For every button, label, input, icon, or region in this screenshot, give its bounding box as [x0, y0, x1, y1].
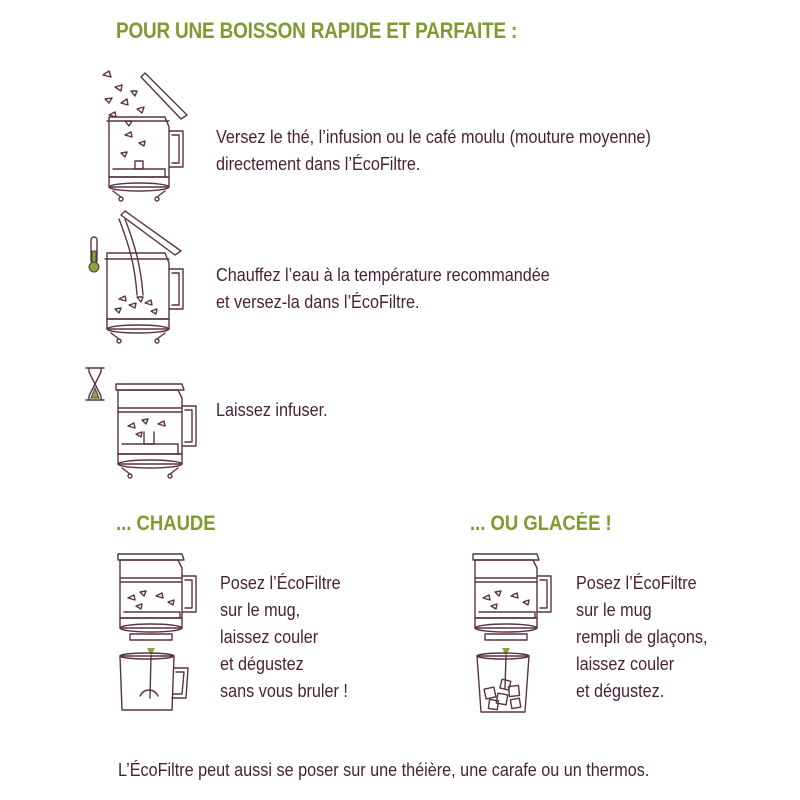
hot-line: sur le mug,	[220, 600, 301, 620]
iced-line: et dégustez.	[576, 681, 665, 701]
iced-line: rempli de glaçons,	[576, 627, 708, 647]
step3-line: Laissez infuser.	[216, 400, 328, 420]
step1-illustration	[95, 65, 205, 210]
step1-line: directement dans l’ÉcoFiltre.	[216, 154, 421, 174]
hot-line: sans vous bruler !	[220, 681, 348, 701]
hot-line: laissez couler	[220, 627, 319, 647]
iced-line: Posez l’ÉcoFiltre	[576, 573, 697, 593]
step2-line: Chauffez l’eau à la température recommandée	[216, 265, 550, 285]
filter-on-iced-glass-icon	[465, 548, 565, 718]
step3-text	[216, 397, 328, 424]
iced-text	[576, 570, 707, 705]
step2-line: et versez-la dans l’ÉcoFiltre.	[216, 292, 420, 312]
iced-heading: ... OU GLACÉE !	[470, 512, 612, 535]
thermometer-pour-icon	[85, 205, 205, 355]
filter-open-lid-icon	[95, 65, 205, 210]
step1-text	[216, 124, 651, 178]
footer-note: L’ÉcoFiltre peut aussi se poser sur une théière, une carafe ou un thermos.	[118, 760, 650, 780]
iced-illustration	[465, 548, 565, 718]
hot-text	[220, 570, 348, 705]
hot-line: Posez l’ÉcoFiltre	[220, 573, 341, 593]
hot-heading: ... CHAUDE	[116, 512, 216, 535]
step3-illustration	[82, 362, 207, 487]
iced-line: sur le mug	[576, 600, 652, 620]
iced-line: laissez couler	[576, 654, 675, 674]
filter-on-mug-icon	[110, 548, 210, 718]
step1-line: Versez le thé, l’infusion ou le café moulu (mouture moyenne)	[216, 127, 651, 147]
hourglass-filter-icon	[82, 362, 207, 487]
hot-line: et dégustez	[220, 654, 304, 674]
step2-text	[216, 262, 550, 316]
page-title: POUR UNE BOISSON RAPIDE ET PARFAITE :	[116, 18, 518, 43]
step2-illustration	[85, 205, 205, 355]
hot-illustration	[110, 548, 210, 718]
